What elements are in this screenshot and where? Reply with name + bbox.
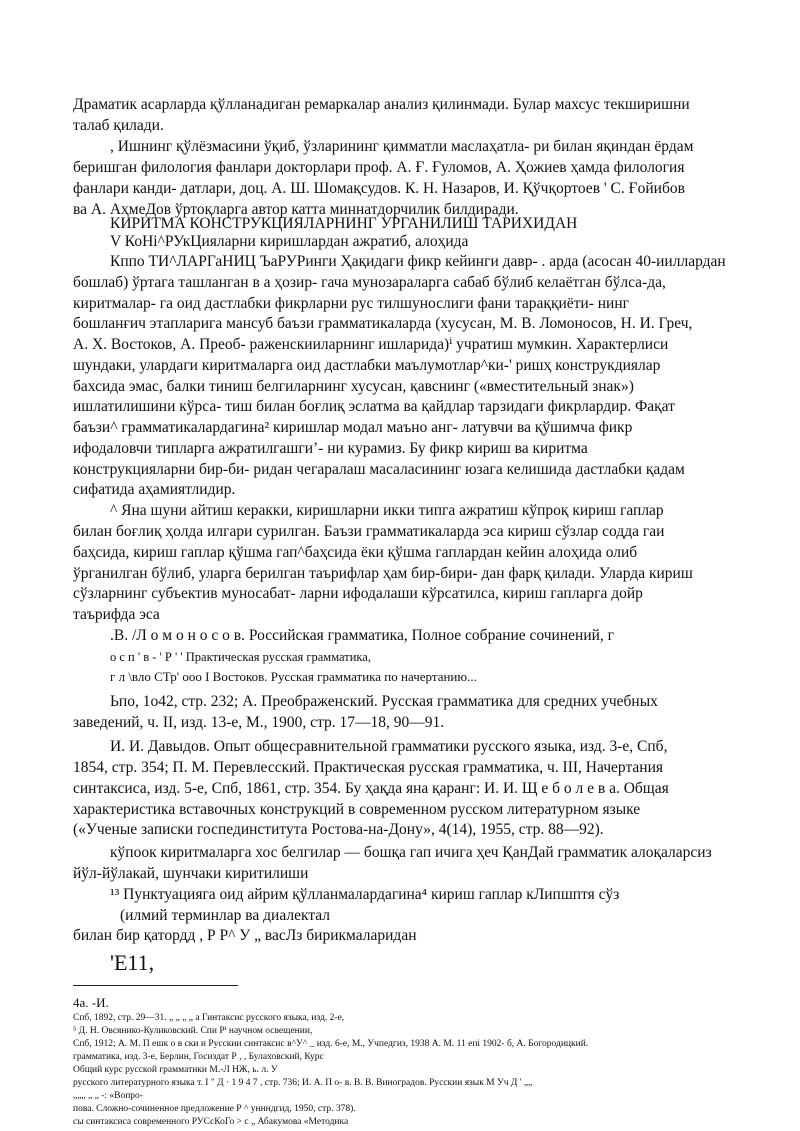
paragraph-line: талаб қилади.	[73, 117, 164, 134]
paragraph-line: Ьпо, 1о42, стр. 232; А. Преображенский. Русская грамматика для средних учебных	[110, 693, 658, 710]
footnote-rule	[73, 985, 238, 986]
footnote-line: Спб, 1892, стр. 29—31. „ „ „ „ а Гинтаксис русского языка, изд. 2-е,	[73, 1013, 345, 1023]
footnote-line: Общий курс русской грамматики М.-Л НЖ, ь. л. У	[73, 1065, 278, 1075]
paragraph-line: бошланғич этапларига мансуб баъзи грамматикаларда (хусусан, М. В. Ломоносов, Н. И. Греч,	[73, 315, 693, 332]
paragraph-line: И. И. Давыдов. Опыт общесравнительной грамматики русского языка, изд. 3-е, Спб,	[110, 738, 668, 755]
paragraph-line: баҳсида, кириш гаплар қўшма гап^баҳсида ёки қўшма гаплардан кейин алоҳида олиб	[73, 544, 638, 561]
paragraph-line: беришган филология фанлари докторлари проф. А. Ғ. Ғуломов, А. Ҳожиев ҳамда филология	[73, 159, 685, 176]
paragraph-line: сўзларнинг субъектив муносабат- ларни ифодалаши кўрсатилса, кириш гапларга дойр	[73, 585, 643, 602]
section-heading: КИРИТМА КОНСТРУКЦИЯЛАРНИНГ УРГАНИЛИШ ТАРИХИДАН	[110, 215, 578, 232]
paragraph-line: ўрганилган бўлиб, уларга берилган таърифлар ҳам бир-бири- дан фарқ қилади. Уларда кириш	[73, 565, 693, 582]
paragraph-line: Драматик асарларда қўлланадиган ремаркалар анализ қилинмади. Булар махсус текширишни	[73, 96, 690, 113]
paragraph-line: 1854, стр. 354; П. М. Перевлесский. Практическая русская грамматика, ч. III, Начертания	[73, 759, 664, 776]
paragraph-line: ^ Яна шуни айтиш керакки, киришларни икки типга ажратиш кўпроқ кириш гаплар	[110, 502, 664, 519]
paragraph-line: бахсида эмас, балки тиниш белгиларнинг хусусан, қавснинг («вместительный знак»)	[73, 378, 634, 395]
paragraph-line: г л \вло СТр' ооо I Востоков. Русская грамматика по начертанию...	[110, 669, 477, 684]
paragraph-line: А. Х. Востоков, А. Преоб- раженскииларнинг ишларида)ⁱ учратиш мумкин. Характерлиси	[73, 336, 669, 353]
footnote-line: сы синтаксиса современного РУСсКоГо > с „ Абакумова «Методика	[73, 1117, 349, 1127]
paragraph-line: о с п ' в - ' Р ' ' Практическая русская грамматика,	[110, 650, 371, 664]
paragraph-line: ва А. АҳмеДов ўртоқларга автор катта миннатдорчилик билдиради.	[73, 201, 519, 218]
footnote-line: русского литературного языка т. I " Д · 1 9 4 7 , стр. 736; И. А. П о- в. В. В. Виноградов. Русскии язык М Уч Д ' „„	[73, 1078, 533, 1088]
paragraph-line: («Ученые записки госпединститута Ростова-на-Дону», 4(14), 1955, стр. 88—92).	[73, 821, 604, 838]
paragraph-line: ишлатилишини кўрса- тиш билан боғлиқ эслатма ва қайдлар тарзидаги фикрлардир. Фақат	[73, 398, 675, 415]
paragraph-line: заведений, ч. II, изд. 13-е, М., 1900, стр. 17—18, 90—91.	[73, 714, 445, 731]
paragraph-line: конструкцияларни бир-би- ридан чегаралаш масаласининг юзага келишида дастлабки қадам	[73, 461, 685, 478]
paragraph-line: фанлари канди- датлари, доц. А. Ш. Шомақсудов. К. Н. Назаров, И. Қўчқортоев ' С. Ғойибов	[73, 180, 685, 197]
paragraph-line: 'Е11,	[110, 950, 155, 975]
paragraph-line: сифатида аҳамиятлидир.	[73, 481, 236, 498]
paragraph-line: билан боғлиқ ҳолда илгари сурилган. Баъзи грамматикаларда эса кириш сўзлар содда гаи	[73, 523, 665, 540]
paragraph-line: бошлаб) ўртага ташланган в а ҳозир- гача мунозараларга сабаб бўлиб келаётган бўлса-да,	[73, 274, 666, 291]
paragraph-line: V КоНі^РУкЦияларни киришлардан ажратиб, алоҳида	[110, 233, 469, 250]
paragraph-line: йўл-йўлакай, шунчаки киритилиши	[73, 865, 309, 882]
paragraph-line: шундаки, улардаги киритмаларга оид дастлабки маълумотлар^ки-' ришҳ конструкдиялар	[73, 357, 661, 374]
paragraph-line: билан бир қатордд , Р Р^ У „ васЛз бирикмаларидан	[73, 927, 417, 944]
paragraph-line: (илмий терминлар ва диалектал	[120, 907, 330, 924]
paragraph-line: Кппо ТИ^ЛАРГаНИЦ ЪаРУРинги Ҳақидаги фикр кейинги давр- . арда (асосан 40-ииллардан	[110, 253, 726, 270]
paragraph-line: характеристика вставочных конструкций в современном русском литературном языке	[73, 801, 641, 818]
footnote-line: 4а. -И.	[73, 995, 109, 1010]
footnote-line: пова. Сложно-сочиненное предложение Р ^ уннндгид, 1950, стр. 378).	[73, 1104, 356, 1114]
paragraph-line: , Ишнинг қўлёзмасини ўқиб, ўзларининг қимматли маслаҳатла- ри билан яқиндан ёрдам	[110, 138, 694, 155]
paragraph-line: киритмалар- га оид дастлабки фикрларни рус тилшунослиги фани тараққиёти- нинг	[73, 295, 630, 312]
paragraph-line: ¹³ Пунктуацияга оид айрим қўлланмалардагина⁴ кириш гаплар кЛипшптя сўз	[110, 886, 620, 903]
footnote-line: ⁵ Д. Н. Овсянико-Куликовский. Спи Рⁱ научном освещении,	[73, 1026, 313, 1036]
footnote-line: грамматика, изд. 3-е, Берлин, Госиздат Р , , Булаховский, Курс	[73, 1052, 324, 1062]
paragraph-line: кўпоок киритмаларга хос белгилар — бошқа гап ичига ҳеч ҚанДай грамматик алоқаларсиз	[110, 844, 712, 861]
paragraph-line: синтаксиса, изд. 5-е, Спб, 1861, стр. 354. Бу ҳақда яна қаранг: И. И. Щ е б о л е в а. Общая	[73, 780, 669, 797]
footnote-line: „„„ „ „ -: «Вопро-	[73, 1091, 143, 1101]
paragraph-line: ифодаловчи типларга ажратилгашгиʼ- ни курамиз. Бу фикр кириш ва киритма	[73, 440, 588, 457]
paragraph-line: .В. /Л о м о н о с о в. Российская грамматика, Полное собрание сочинений, г	[110, 627, 615, 644]
paragraph-line: баъзи^ грамматикалардагина² киришлар модал маъно анг- латувчи ва қўшимча фикр	[73, 419, 633, 436]
paragraph-line: таърифда эса	[73, 606, 160, 623]
footnote-line: Спб, 1912; А. М. П ешк о в ски и Русскии синтаксис в^У^ _ изд. 6-е, М., Учпедгиз, 1938 А. М. 11 епі 1902- б, А. Богородицкий.	[73, 1039, 589, 1049]
